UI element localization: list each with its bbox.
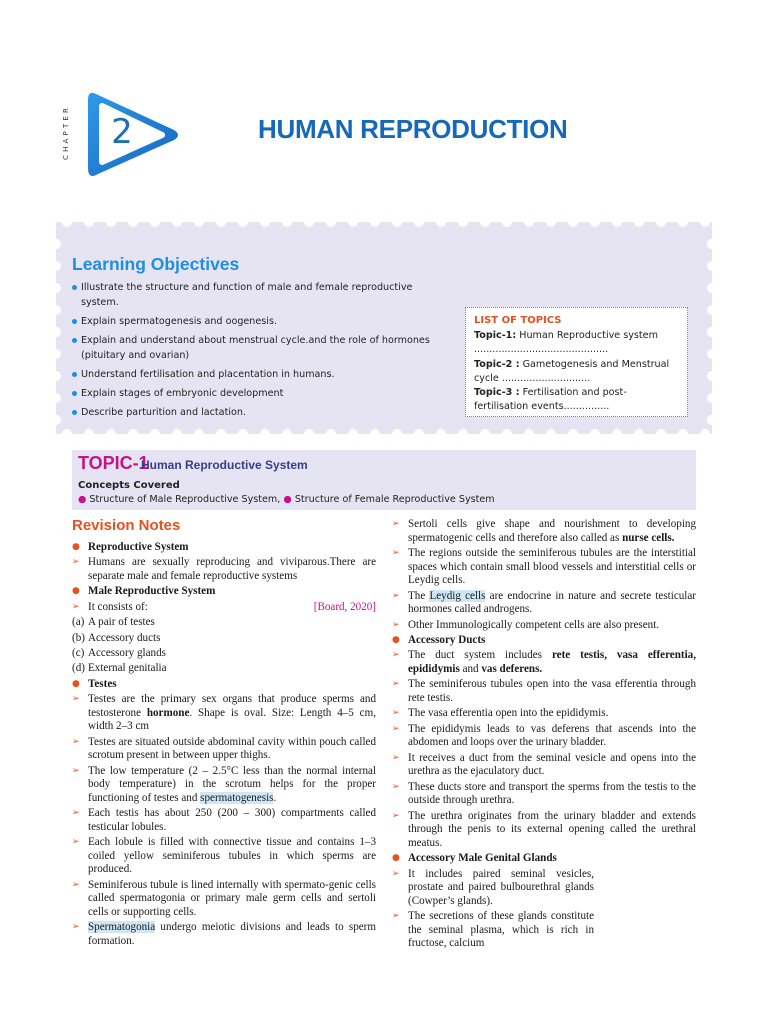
panel-edge-notch xyxy=(304,429,314,439)
panel-edge-notch xyxy=(436,217,446,227)
panel-edge-notch xyxy=(707,327,717,337)
chapter-number: 2 xyxy=(111,112,133,152)
note-text: It consists of: xyxy=(88,600,148,613)
panel-edge-notch xyxy=(194,217,204,227)
panel-edge-notch xyxy=(700,217,710,227)
panel-edge-notch xyxy=(414,429,424,439)
panel-edge-notch xyxy=(546,429,556,439)
note-item xyxy=(72,765,376,806)
enum-item xyxy=(72,616,376,630)
panel-edge-notch xyxy=(590,429,600,439)
topic-entry-text: Gametogenesis and Menstrual cycle ............................. xyxy=(474,358,670,384)
panel-edge-notch xyxy=(128,429,138,439)
panel-edge-notch xyxy=(51,415,61,425)
topic-entry-text: Human Reproductive system ............................................ xyxy=(474,330,658,356)
panel-edge-notch xyxy=(568,217,578,227)
note-bold: nurse cells. xyxy=(622,531,675,544)
objective-item: Describe parturition and lactation. xyxy=(72,405,432,420)
panel-edge-notch xyxy=(392,429,402,439)
panel-edge-notch xyxy=(678,217,688,227)
enum-text: Accessory glands xyxy=(88,646,166,659)
panel-edge-notch xyxy=(707,371,717,381)
concept-item: Structure of Female Reproductive System xyxy=(294,494,495,505)
panel-edge-notch xyxy=(707,415,717,425)
topic-entry-label: Topic-2 : xyxy=(474,358,520,370)
note-item xyxy=(392,649,696,676)
panel-edge-notch xyxy=(502,429,512,439)
panel-edge-notch xyxy=(707,305,717,315)
note-text: The duct system includes xyxy=(408,649,552,662)
panel-edge-notch xyxy=(216,217,226,227)
panel-edge-notch xyxy=(172,217,182,227)
note-item: ➢ The epididymis leads to vas deferens that ascends into the abdomen and loops over the urinary bladder. xyxy=(392,723,696,750)
panel-edge-notch xyxy=(51,305,61,315)
objective-item: Illustrate the structure and function of male and female reproductive system. xyxy=(72,280,432,310)
highlighted-term: Leydig cells xyxy=(429,589,486,602)
highlighted-term: Spermatogonia xyxy=(88,921,156,934)
note-item: ➢ The urethra originates from the urinary bladder and extends through the penis to its external opening called the urethral meatus. xyxy=(392,810,696,851)
objective-item: Explain spermatogenesis and oogenesis. xyxy=(72,314,432,329)
panel-edge-notch xyxy=(707,261,717,271)
panel-edge-notch xyxy=(326,217,336,227)
panel-edge-notch xyxy=(590,217,600,227)
note-item xyxy=(392,590,696,617)
panel-edge-notch xyxy=(282,217,292,227)
enum-label: (a) xyxy=(72,616,85,629)
enum-label: (b) xyxy=(72,631,85,644)
objective-item: Explain and understand about menstrual cycle.and the role of hormones (pituitary and ovarian) xyxy=(72,333,432,363)
note-text: Sertoli cells give shape and nourishment to developing spermatogenic cells and therefore also called as xyxy=(408,518,696,544)
bullet-icon: ● xyxy=(78,494,90,505)
panel-edge-notch xyxy=(678,429,688,439)
panel-edge-notch xyxy=(194,429,204,439)
note-item: ➢ It receives a duct from the seminal vesicle and opens into the urethra as the ejaculatory duct. xyxy=(392,752,696,779)
section-heading: ● Male Reproductive System xyxy=(72,585,376,599)
list-of-topics-box xyxy=(465,307,688,417)
panel-edge-notch xyxy=(524,217,534,227)
panel-edge-notch xyxy=(150,429,160,439)
panel-edge-notch xyxy=(480,217,490,227)
panel-edge-notch xyxy=(106,217,116,227)
panel-edge-notch xyxy=(51,371,61,381)
note-text: are endocrine in nature and secrete testicular hormones called androgens. xyxy=(408,589,696,616)
panel-edge-notch xyxy=(707,283,717,293)
panel-edge-notch xyxy=(282,429,292,439)
panel-edge-notch xyxy=(326,429,336,439)
note-item xyxy=(72,921,376,948)
panel-edge-notch xyxy=(568,429,578,439)
panel-edge-notch xyxy=(436,429,446,439)
panel-edge-notch xyxy=(612,217,622,227)
concept-item: Structure of Male Reproductive System, xyxy=(89,494,281,505)
revision-notes-title: Revision Notes xyxy=(72,517,181,534)
enum-item xyxy=(72,632,376,646)
note-text: undergo meiotic divisions and leads to sperm formation. xyxy=(88,921,376,947)
objective-item: Understand fertilisation and placentation in humans. xyxy=(72,367,432,382)
concepts-covered-heading: Concepts Covered xyxy=(78,480,180,491)
note-bold: vas deferens. xyxy=(481,662,543,675)
highlighted-term: spermatogenesis xyxy=(200,791,274,804)
section-heading: ● Testes xyxy=(72,678,376,692)
note-item: ➢ Seminiferous tubule is lined internally with spermato-genic cells called spermatogonia or primary male germ cells and sertoli cells or supporting cells. xyxy=(72,879,376,920)
note-bold: hormone xyxy=(146,706,190,719)
note-item: ➢ Humans are sexually reproducing and viviparous.There are separate male and female reproductive systems xyxy=(72,556,376,583)
panel-edge-notch xyxy=(172,429,182,439)
topic-label: TOPIC-1 xyxy=(78,453,149,473)
note-text: and xyxy=(459,662,482,675)
topic-entry xyxy=(474,386,679,414)
panel-edge-notch xyxy=(370,217,380,227)
panel-edge-notch xyxy=(480,429,490,439)
panel-edge-notch xyxy=(502,217,512,227)
panel-edge-notch xyxy=(216,429,226,439)
panel-edge-notch xyxy=(414,217,424,227)
panel-edge-notch xyxy=(656,429,666,439)
learning-objectives-title: Learning Objectives xyxy=(72,254,240,274)
objective-item: Explain stages of embryonic development xyxy=(72,386,432,401)
topic-entry xyxy=(474,329,679,357)
note-bold: rete testis, vasa efferentia, epididymis xyxy=(408,649,696,675)
note-item: ➢ The regions outside the seminiferous tubules are the interstitial spaces which contain small blood vessels and interstitial cells or Leydig cells. xyxy=(392,547,696,588)
panel-edge-notch xyxy=(700,429,710,439)
enum-item xyxy=(72,662,376,676)
list-of-topics-heading: LIST OF TOPICS xyxy=(474,315,562,326)
panel-edge-notch xyxy=(238,429,248,439)
panel-edge-notch xyxy=(634,217,644,227)
topic-entry xyxy=(474,358,679,386)
enum-item xyxy=(72,647,376,661)
note-item: ➢ Each testis has about 250 (200 – 300) compartments called testicular lobules. xyxy=(72,807,376,834)
section-heading: ● Reproductive System xyxy=(72,541,376,555)
panel-edge-notch xyxy=(348,217,358,227)
topic-name: Human Reproductive System xyxy=(141,458,308,472)
enum-label: (d) xyxy=(72,662,85,675)
note-item: ➢ The seminiferous tubules open into the vasa efferentia through rete testis. xyxy=(392,678,696,705)
section-heading: ● Accessory Ducts xyxy=(392,634,696,648)
note-text: . xyxy=(273,791,277,804)
enum-label: (c) xyxy=(72,646,85,659)
topic-entry-label: Topic-1: xyxy=(474,330,517,342)
panel-edge-notch xyxy=(458,217,468,227)
note-item xyxy=(72,601,376,615)
panel-edge-notch xyxy=(128,217,138,227)
panel-edge-notch xyxy=(51,327,61,337)
panel-edge-notch xyxy=(656,217,666,227)
note-item: ➢ It includes paired seminal vesicles, prostate and paired bulbourethral glands (Cowper’s glands). xyxy=(392,868,594,909)
section-heading: ● Accessory Male Genital Glands xyxy=(392,852,696,866)
chapter-label: CHAPTER xyxy=(62,104,70,160)
enum-text: Accessory ducts xyxy=(88,631,161,644)
note-item: ➢ Each lobule is filled with connective tissue and contains 1–3 coiled yellow seminiferous tubules in which sperms are produced. xyxy=(72,836,376,877)
note-item: ➢ Testes are situated outside abdominal cavity within pouch called scrotum present in between upper thighs. xyxy=(72,736,376,763)
enum-text: External genitalia xyxy=(88,662,167,675)
panel-edge-notch xyxy=(304,217,314,227)
panel-edge-notch xyxy=(370,429,380,439)
panel-edge-notch xyxy=(62,217,72,227)
panel-edge-notch xyxy=(458,429,468,439)
panel-edge-notch xyxy=(707,239,717,249)
panel-edge-notch xyxy=(84,217,94,227)
panel-edge-notch xyxy=(707,393,717,403)
topic-entry-label: Topic-3 : xyxy=(474,387,520,399)
chapter-title: HUMAN REPRODUCTION xyxy=(258,114,568,144)
panel-edge-notch xyxy=(51,393,61,403)
panel-edge-notch xyxy=(84,429,94,439)
panel-edge-notch xyxy=(51,283,61,293)
panel-edge-notch xyxy=(51,239,61,249)
topic-entry-text: Fertilisation and post-fertilisation events............... xyxy=(474,387,627,413)
notes-column-left xyxy=(72,541,376,950)
note-text: The xyxy=(408,589,430,602)
panel-edge-notch xyxy=(238,217,248,227)
panel-edge-notch xyxy=(62,429,72,439)
panel-edge-notch xyxy=(524,429,534,439)
panel-edge-notch xyxy=(707,349,717,359)
panel-edge-notch xyxy=(260,429,270,439)
panel-edge-notch xyxy=(392,217,402,227)
panel-edge-notch xyxy=(106,429,116,439)
note-item: ➢ The secretions of these glands constitute the seminal plasma, which is rich in fructose, calcium xyxy=(392,910,594,951)
panel-edge-notch xyxy=(150,217,160,227)
note-text: . Shape is oval. Size: Length 4–5 cm, width 2–3 cm xyxy=(88,706,376,733)
bullet-icon: ● xyxy=(283,494,295,505)
note-item xyxy=(392,518,696,545)
board-tag: [Board, 2020] xyxy=(313,600,376,613)
note-item: ➢ These ducts store and transport the sperms from the testis to the outside through urethra. xyxy=(392,781,696,808)
panel-edge-notch xyxy=(51,261,61,271)
panel-edge-notch xyxy=(260,217,270,227)
panel-edge-notch xyxy=(612,429,622,439)
concepts-covered-list xyxy=(78,494,495,505)
learning-objectives-list xyxy=(72,280,432,424)
panel-edge-notch xyxy=(546,217,556,227)
note-item: ➢ The vasa efferentia open into the epididymis. xyxy=(392,707,696,721)
note-text: The low temperature (2 – 2.5°C less than the normal internal body temperature) in the scrotum helps for the proper functioning of testes and xyxy=(88,764,376,804)
panel-edge-notch xyxy=(634,429,644,439)
notes-column-right xyxy=(392,518,696,953)
note-item: ➢ Other Immunologically competent cells are also present. xyxy=(392,619,696,633)
note-item xyxy=(72,693,376,734)
enum-text: A pair of testes xyxy=(88,616,155,629)
panel-edge-notch xyxy=(51,349,61,359)
note-text: Testes are the primary sex organs that produce sperms and testosterone xyxy=(88,693,376,719)
panel-edge-notch xyxy=(348,429,358,439)
